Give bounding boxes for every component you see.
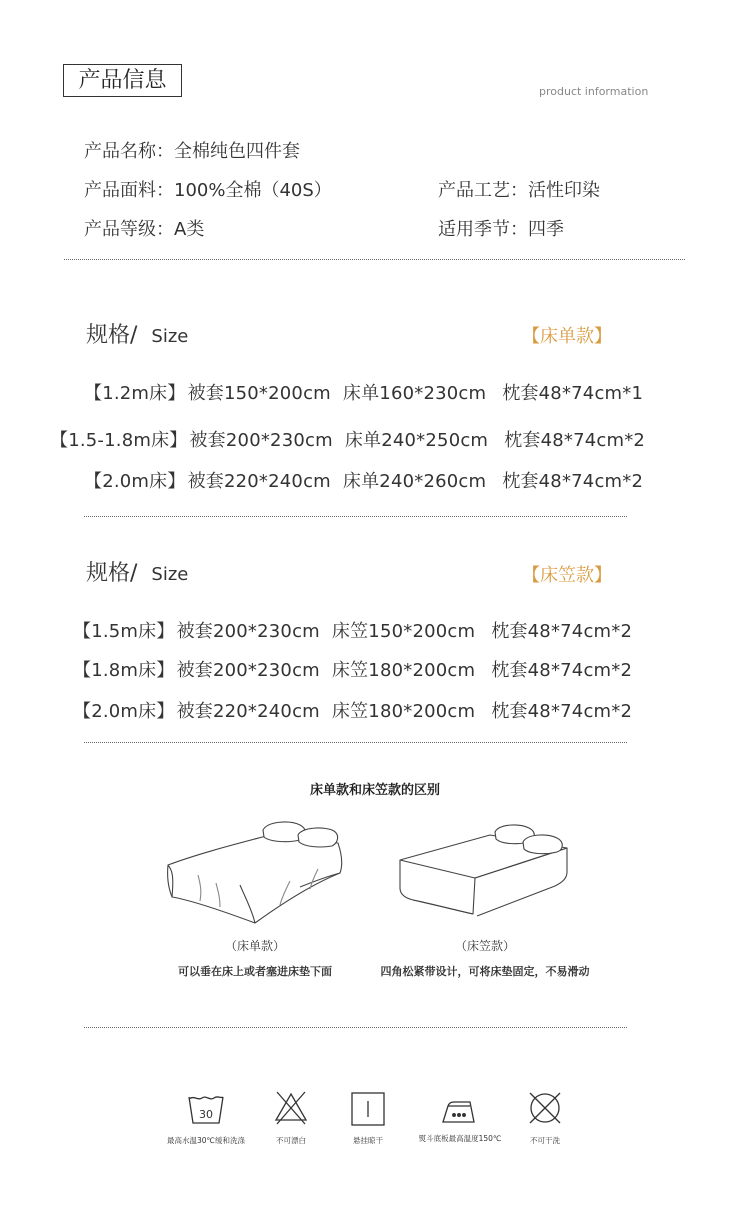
- spec-sheet: 床单240*250cm: [344, 430, 489, 451]
- spec-sheet: 床笠180*200cm: [331, 660, 476, 681]
- size-title-label: 规格/: [86, 561, 138, 586]
- size-tag-sheet: 【床单款】: [522, 326, 612, 347]
- spec-bed: 【1.8m床】: [73, 660, 175, 681]
- care-label: 不可干洗: [530, 1136, 560, 1145]
- spec-pillow: 枕套48*74cm*2: [491, 701, 633, 722]
- flat-sheet-bed-icon: [160, 815, 350, 930]
- no-bleach-icon: [273, 1090, 309, 1126]
- product-grade: 产品等级：A类: [84, 219, 205, 240]
- size-title-en: Size: [151, 564, 189, 585]
- size-title-sheet: [86, 318, 188, 349]
- size-tag-fitted: 【床笠款】: [522, 565, 612, 586]
- product-season: 适用季节：四季: [438, 219, 564, 240]
- spec-duvet: 被套200*230cm: [176, 621, 320, 642]
- product-name: 产品名称：全棉纯色四件套: [84, 141, 300, 162]
- size-title-en: Size: [151, 326, 189, 347]
- spec-bed: 【2.0m床】: [84, 471, 186, 492]
- spec-sheet: 床单240*260cm: [342, 471, 487, 492]
- spec-sheet: 床笠150*200cm: [331, 621, 476, 642]
- divider: [84, 742, 627, 743]
- spec-row: [50, 426, 645, 452]
- spec-row: [73, 697, 632, 723]
- care-label: 不可漂白: [276, 1136, 306, 1145]
- spec-row: [84, 467, 643, 493]
- spec-sheet: 床单160*230cm: [342, 383, 487, 404]
- spec-duvet: 被套150*200cm: [187, 383, 331, 404]
- spec-bed: 【1.5-1.8m床】: [50, 430, 188, 451]
- care-label: 最高水温30℃缓和洗涤: [167, 1136, 245, 1145]
- spec-pillow: 枕套48*74cm*2: [491, 621, 633, 642]
- divider: [84, 1027, 627, 1028]
- product-process: 产品工艺：活性印染: [438, 180, 600, 201]
- wash-temp-text: 30: [199, 1108, 213, 1121]
- no-dry-clean-icon: [527, 1090, 563, 1126]
- care-label: 熨斗底板最高温度150℃: [418, 1134, 502, 1143]
- fitted-type-desc: 四角松紧带设计，可将床垫固定，不易滑动: [380, 965, 590, 978]
- spec-pillow: 枕套48*74cm*2: [504, 430, 646, 451]
- care-label: 悬挂晾干: [353, 1136, 383, 1145]
- spec-duvet: 被套220*240cm: [176, 701, 320, 722]
- spec-pillow: 枕套48*74cm*2: [502, 471, 644, 492]
- iron-icon: [440, 1096, 480, 1126]
- divider: [64, 259, 685, 260]
- spec-bed: 【1.5m床】: [73, 621, 175, 642]
- divider: [84, 516, 627, 517]
- size-title-label: 规格/: [86, 323, 138, 348]
- fitted-sheet-bed-icon: [395, 820, 575, 925]
- spec-pillow: 枕套48*74cm*2: [491, 660, 633, 681]
- spec-pillow: 枕套48*74cm*1: [502, 383, 644, 404]
- spec-row: [84, 379, 643, 405]
- hang-dry-icon: [351, 1092, 385, 1126]
- product-fabric: 产品面料：100%全棉（40S）: [84, 180, 332, 201]
- sheet-type-desc: 可以垂在床上或者塞进床垫下面: [178, 965, 332, 978]
- spec-duvet: 被套200*230cm: [176, 660, 320, 681]
- section-subtitle: product information: [539, 85, 649, 98]
- difference-title: 床单款和床笠款的区别: [309, 783, 440, 798]
- spec-row: [73, 656, 632, 682]
- spec-row: [73, 617, 632, 643]
- section-title: 产品信息: [63, 64, 182, 97]
- wash-30-icon: [188, 1093, 224, 1125]
- spec-sheet: 床笠180*200cm: [331, 701, 476, 722]
- fitted-type-label: （床笠款）: [454, 939, 515, 953]
- sheet-type-label: （床单款）: [224, 939, 285, 953]
- spec-duvet: 被套200*230cm: [189, 430, 333, 451]
- spec-duvet: 被套220*240cm: [187, 471, 331, 492]
- size-title-fitted: [86, 556, 188, 587]
- spec-bed: 【2.0m床】: [73, 701, 175, 722]
- spec-bed: 【1.2m床】: [84, 383, 186, 404]
